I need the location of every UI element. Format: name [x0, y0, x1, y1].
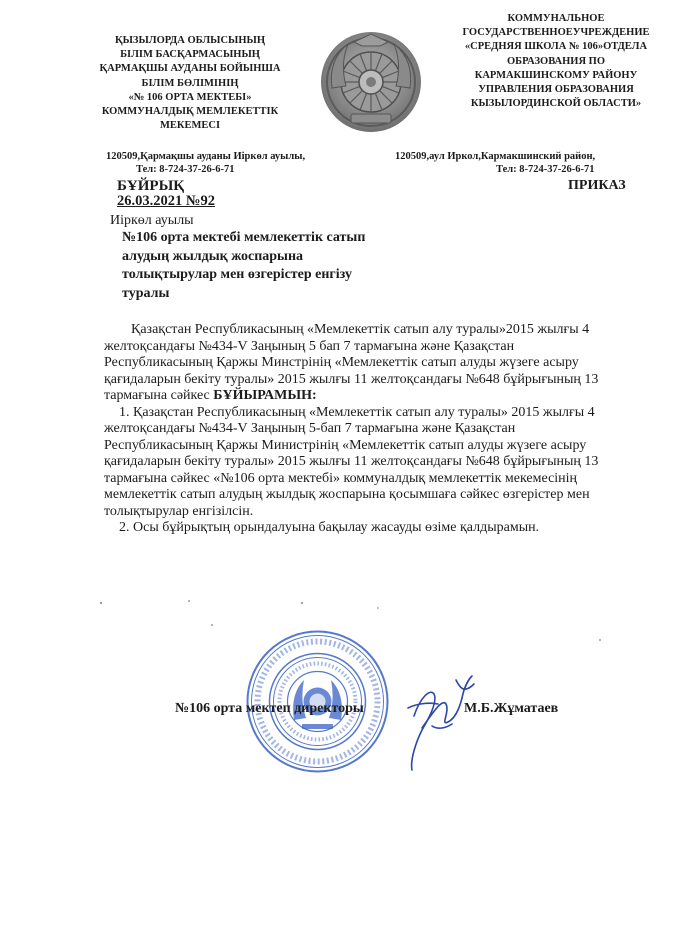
- address-left: 120509,Қармақшы ауданы Иіркөл ауылы,: [106, 151, 306, 162]
- header-right-line: «СРЕДНЯЯ ШКОЛА № 106»ОТДЕЛА: [464, 41, 648, 53]
- order-title-russian: ПРИКАЗ: [568, 178, 626, 193]
- header-left-line: БІЛІМ БӨЛІМІНІҢ: [141, 77, 239, 89]
- header-left-line: БІЛІМ БАСҚАРМАСЫНЫҢ: [120, 49, 260, 61]
- header-right-line: КОММУНАЛЬНОЕ: [507, 13, 605, 24]
- order-title-kazakh: БҰЙРЫҚ: [117, 178, 185, 194]
- preamble-text: Қазақстан Республикасының «Мемлекеттік сатып алу туралы»2015 жылғы 4 желтоқсандағы №434-V Заңының 5 бап 7 тармағына және Қазақстан Республикасының Қаржы Минстрінің «Мемлекеттік сатып алуды жүзеге асыру қағидаларын бекіту туралы» 2015 жылғы 11 желтоқсандағы №648 бұйрығының 13 тармағына сәйкес: [104, 322, 599, 403]
- phone-right: Тел: 8-724-37-26-6-71: [496, 164, 595, 175]
- header-left-line: «№ 106 ОРТА МЕКТЕБІ»: [128, 91, 252, 103]
- order-item-1: 1. Қазақстан Республикасының «Мемлекеттік сатып алу туралы» 2015 жылғы 4 желтоқсандағы №434-V Заңының 5-бап 7 тармағына және Қазақстан Республикасының Қаржы Министрінің «Мемлекеттік сатып алуды жүзеге асыру қағидаларын бекіту туралы» 2015 жылғы 11 желтоқсандағы №648 бұйрығының 13 тармағына сәйкес «№106 орта мектебі» коммуналдық мемлекеттік мекемесінің мемлекеттік сатып алудың жылдық жоспарына қосымшаға сәйкес өзгерістер мен толықтырулар енгізілсін.: [104, 404, 599, 519]
- signatory-position: №106 орта мектеп директоры: [175, 701, 364, 716]
- phone-left: Тел: 8-724-37-26-6-71: [136, 164, 235, 175]
- order-village: Иіркөл ауылы: [110, 213, 194, 228]
- order-item-2: 2. Осы бұйрықтың орындалуына бақылау жасауды өзіме қалдырамын.: [119, 520, 540, 535]
- order-date-number: 26.03.2021 №92: [117, 193, 215, 209]
- speck: [100, 602, 102, 604]
- header-right-line: КАРМАКШИНСКОМУ РАЙОНУ: [474, 69, 638, 81]
- header-right-line: ОБРАЗОВАНИЯ ПО: [506, 55, 605, 67]
- command-word: БҰЙЫРАМЫН:: [213, 388, 317, 403]
- header-right-line: КЫЗЫЛОРДИНСКОЙ ОБЛАСТИ»: [470, 98, 642, 110]
- speck: [211, 624, 213, 626]
- address-right: 120509,аул Иркол,Кармакшинский район,: [395, 151, 596, 162]
- header-left-line: ҚЫЗЫЛОРДА ОБЛЫСЫНЫҢ: [114, 35, 265, 46]
- header-left-line: МЕКЕМЕСІ: [159, 120, 221, 132]
- speck: [301, 602, 303, 604]
- speck: [599, 639, 601, 641]
- header-right-line: УПРАВЛЕНИЯ ОБРАЗОВАНИЯ: [478, 84, 634, 96]
- header-left-line: КОММУНАЛДЫҚ МЕМЛЕКЕТТІК: [101, 106, 279, 118]
- speck: [377, 607, 379, 609]
- order-subject: №106 орта мектебі мемлекеттік сатып алудың жылдық жоспарына толықтырулар мен өзгерістер енгізу туралы: [122, 230, 366, 301]
- header-right-line: ГОСУДАРСТВЕННОЕУЧРЕЖДЕНИЕ: [462, 27, 650, 39]
- speck: [188, 600, 190, 602]
- signatory-name: М.Б.Жұматаев: [464, 701, 559, 716]
- header-left-line: ҚАРМАҚШЫ АУДАНЫ БОЙЫНША: [99, 63, 281, 75]
